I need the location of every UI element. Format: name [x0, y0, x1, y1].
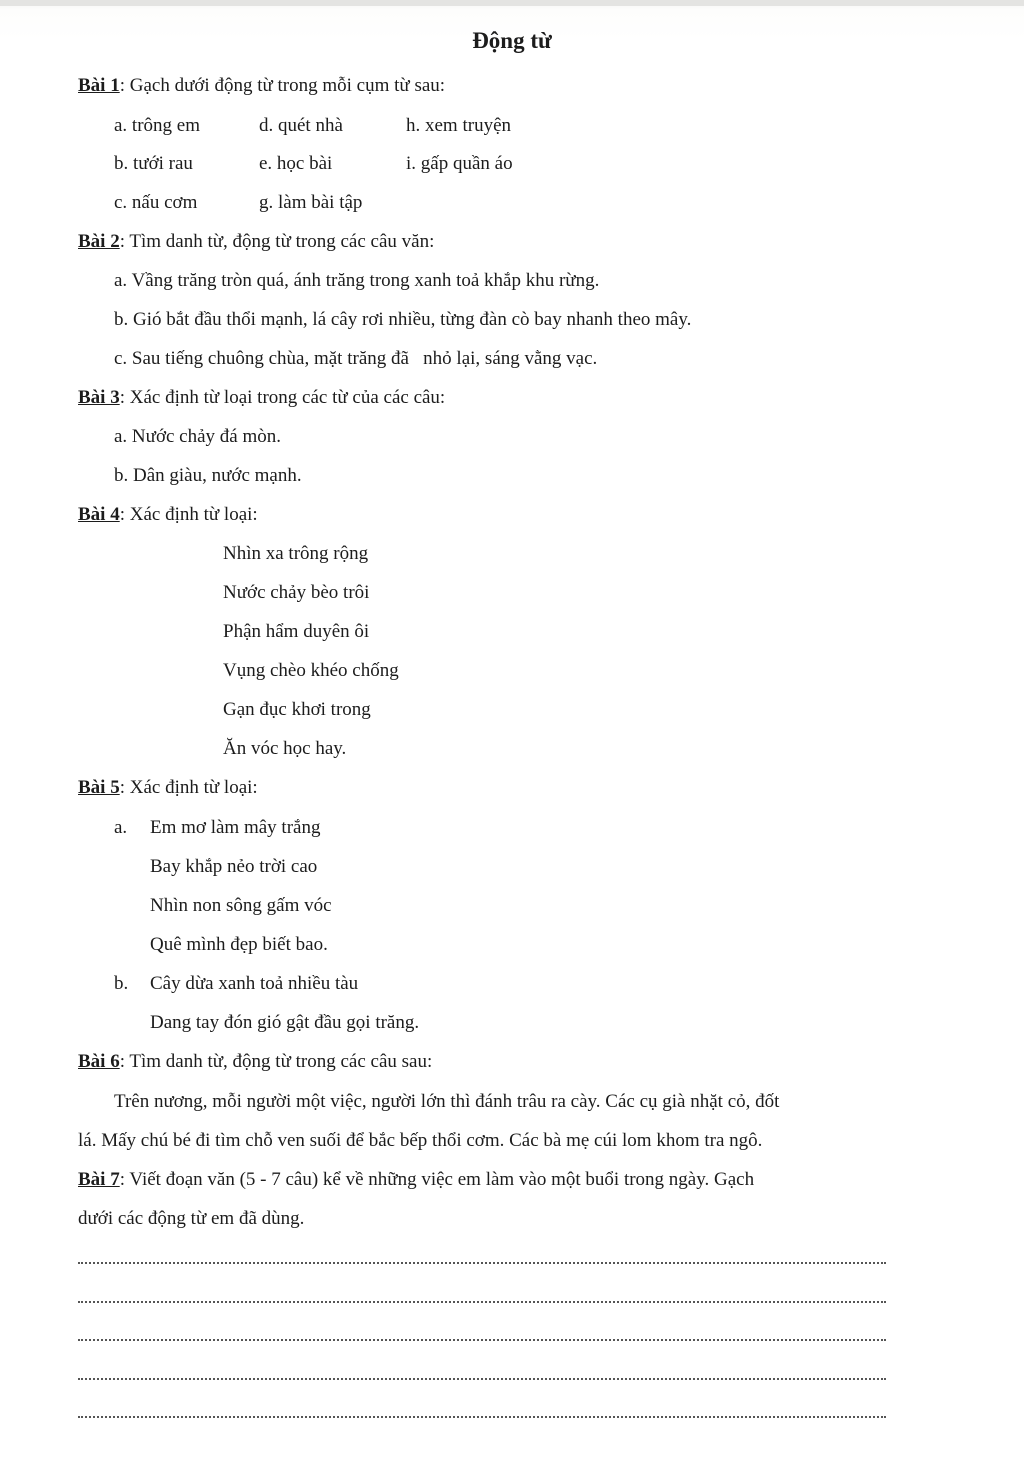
bai5-heading [78, 776, 258, 800]
bai3-label: Bài 3 [78, 387, 120, 408]
bai2-label: Bài 2 [78, 231, 120, 252]
bai6-paragraph-line1: Trên nương, mỗi người một việc, người lớn thì đánh trâu ra cày. Các cụ già nhặt cỏ, đốt [114, 1091, 780, 1112]
bai3-heading [78, 386, 445, 410]
bai5-b-line: Cây dừa xanh toả nhiều tàu [150, 973, 359, 994]
bai7-heading [78, 1168, 754, 1192]
bai4-poem-line: Gạn đục khơi trong [223, 699, 371, 720]
bai5-b-line: Dang tay đón gió gật đầu gọi trăng. [150, 1012, 420, 1033]
bai1-item-e: e. học bài [259, 153, 333, 174]
bai5-instruction: : Xác định từ loại: [119, 777, 258, 798]
bai7-label: Bài 7 [78, 1169, 120, 1190]
bai3-item-a: a. Nước chảy đá mòn. [114, 426, 282, 447]
bai1-item-i: i. gấp quần áo [406, 153, 513, 174]
bai4-label: Bài 4 [78, 504, 120, 525]
bai7-instruction-line2: dưới các động từ em đã dùng. [78, 1208, 305, 1229]
bai2-item-a: a. Vầng trăng tròn quá, ánh trăng trong xanh toả khắp khu rừng. [114, 270, 600, 291]
bai5-a-marker: a. [114, 817, 128, 838]
bai5-a-line: Bay khắp nẻo trời cao [150, 856, 318, 877]
bai4-heading [78, 503, 258, 527]
bai5-a-line: Nhìn non sông gấm vóc [150, 895, 332, 916]
bai7-instruction: : Viết đoạn văn (5 - 7 câu) kể về những việc em làm vào một buổi trong ngày. Gạch [119, 1169, 755, 1190]
bai5-a-line: Em mơ làm mây trắng [150, 817, 321, 838]
bai6-label: Bài 6 [78, 1051, 120, 1072]
bai2-item-c: c. Sau tiếng chuông chùa, mặt trăng đã nhỏ lại, sáng vằng vạc. [114, 348, 598, 369]
page-top-edge [0, 0, 1024, 6]
bai1-heading [78, 74, 445, 98]
bai1-item-g: g. làm bài tập [259, 192, 363, 213]
answer-line[interactable] [78, 1301, 886, 1303]
bai6-heading [78, 1050, 432, 1074]
answer-line[interactable] [78, 1339, 886, 1341]
bai2-heading [78, 230, 434, 254]
page-title: Động từ [472, 28, 552, 53]
bai1-item-c: c. nấu cơm [114, 192, 198, 213]
bai4-poem-line: Phận hẩm duyên ôi [223, 621, 370, 642]
bai2-item-b: b. Gió bắt đầu thổi mạnh, lá cây rơi nhiều, từng đàn cò bay nhanh theo mây. [114, 309, 692, 330]
bai3-instruction: : Xác định từ loại trong các từ của các câu: [119, 387, 446, 408]
bai5-b-marker: b. [114, 973, 129, 994]
bai4-poem-line: Nhìn xa trông rộng [223, 543, 369, 564]
bai1-item-a: a. trông em [114, 115, 201, 136]
bai1-item-h: h. xem truyện [406, 115, 512, 136]
bai6-instruction: : Tìm danh từ, động từ trong các câu sau: [119, 1051, 433, 1072]
bai1-item-b: b. tưới rau [114, 153, 193, 174]
bai4-poem-line: Ăn vóc học hay. [223, 738, 347, 759]
answer-line[interactable] [78, 1262, 886, 1264]
bai1-instruction: : Gạch dưới động từ trong mỗi cụm từ sau: [119, 75, 446, 96]
bai3-item-b: b. Dân giàu, nước mạnh. [114, 465, 302, 486]
bai2-instruction: : Tìm danh từ, động từ trong các câu văn: [119, 231, 435, 252]
bai1-item-d: d. quét nhà [259, 115, 343, 136]
answer-line[interactable] [78, 1416, 886, 1418]
bai5-label: Bài 5 [78, 777, 120, 798]
bai1-label: Bài 1 [78, 75, 120, 96]
bai4-instruction: : Xác định từ loại: [119, 504, 258, 525]
bai5-a-line: Quê mình đẹp biết bao. [150, 934, 328, 955]
bai4-poem-line: Vụng chèo khéo chống [223, 660, 399, 681]
bai6-paragraph-line2: lá. Mấy chú bé đi tìm chỗ ven suối để bắc bếp thổi cơm. Các bà mẹ cúi lom khom tra ngô. [78, 1130, 763, 1151]
bai4-poem-line: Nước chảy bèo trôi [223, 582, 370, 603]
answer-line[interactable] [78, 1378, 886, 1380]
